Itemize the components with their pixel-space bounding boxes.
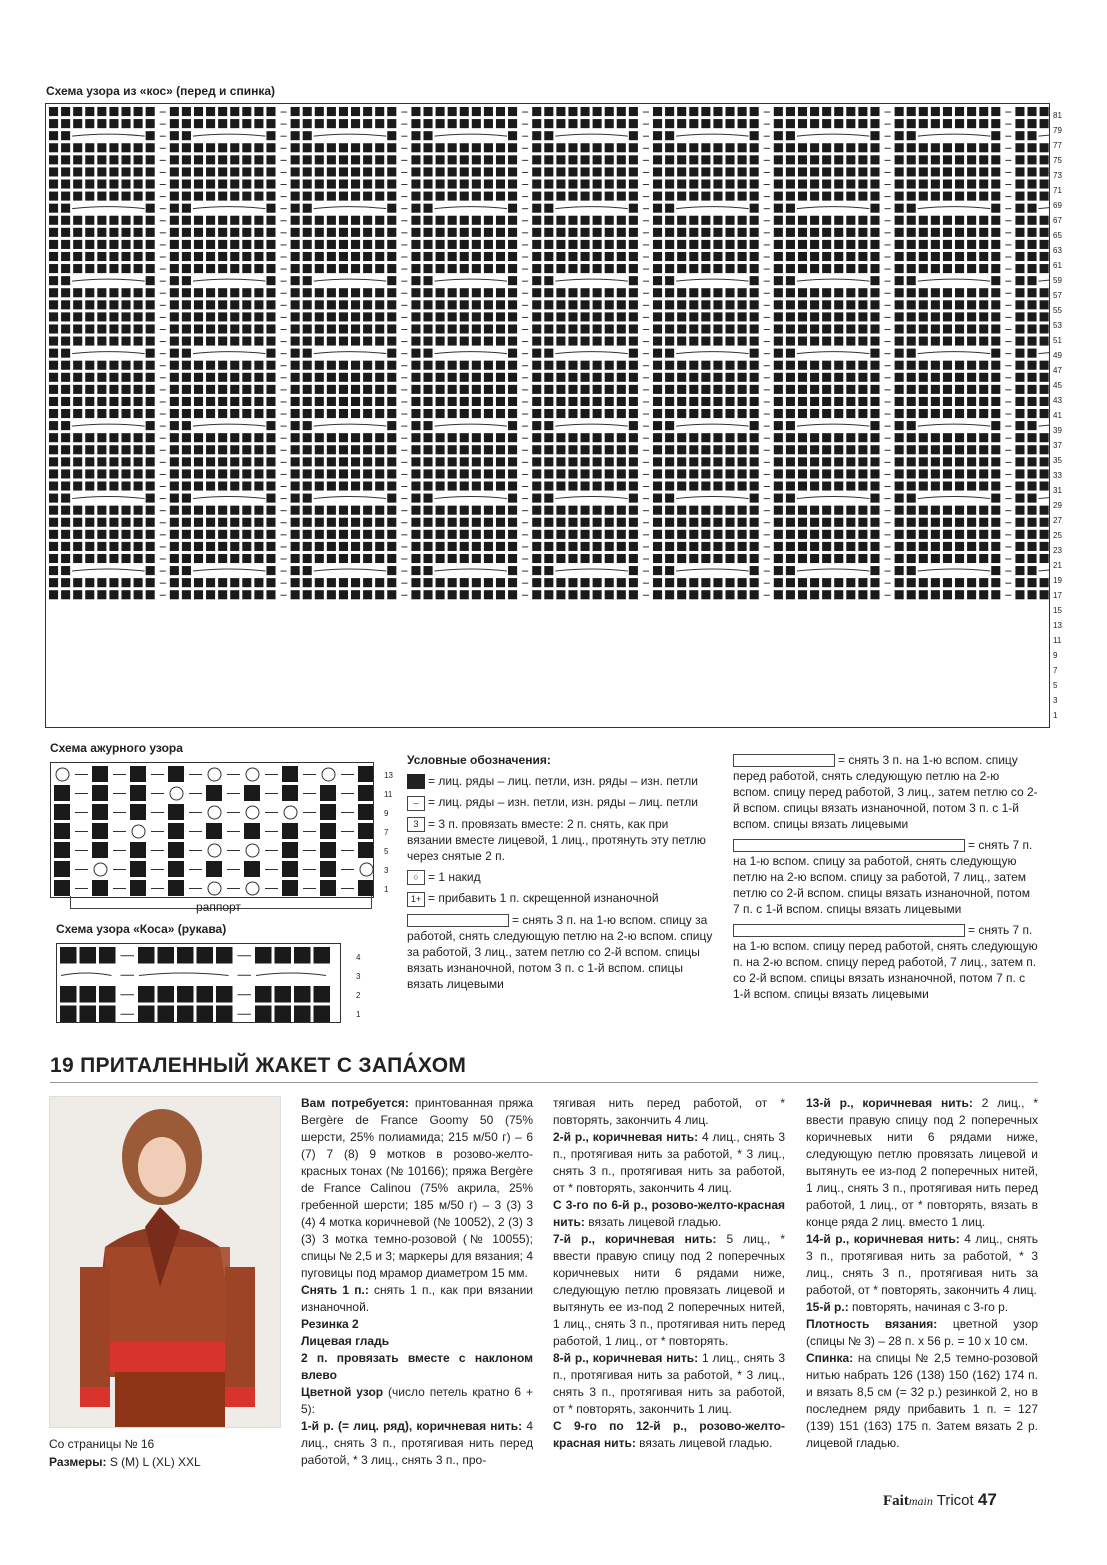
sleeve-cable-chart — [56, 943, 341, 1023]
row-number: 3 — [384, 866, 389, 875]
paragraph: тягивая нить перед работой, от * повторять, закончить 4 лиц. — [553, 1096, 785, 1127]
cable7-front-symbol-icon — [733, 924, 965, 937]
row-number: 53 — [1053, 321, 1062, 330]
cable-chart-title: Схема узора «Коса» (рукава) — [56, 922, 227, 936]
text-column-2 — [553, 1095, 785, 1452]
k3tog-symbol-icon: 3 — [407, 817, 425, 832]
paragraph: Резинка 2 — [301, 1317, 359, 1331]
paragraph: Цветной узор (число петель кратно 6 + 5): — [301, 1385, 533, 1416]
legend-purl: – = лиц. ряды – изн. петли, изн. ряды – лиц. петли — [407, 794, 715, 810]
row-number: 41 — [1053, 411, 1062, 420]
paragraph: 13-й р., коричневая нить: 2 лиц., * ввести правую спицу под 2 поперечных коричневых нити 6 рядами ниже, следующую петлю провязать лицевой и вытянуть ее из-под 2 поперечных нитей, 1 лиц., снять 3 п., протягивая нить перед работой, 1 лиц., от * повторять, вязать в конце ряда 2 лиц. вместо 1 лиц. — [806, 1096, 1039, 1229]
row-number: 1 — [384, 885, 389, 894]
text-column-3 — [806, 1095, 1038, 1452]
paragraph: 2-й р., коричневая нить: 4 лиц., снять 3 п., протягивая нить за работой, * 3 лиц., снять 3 п., протягивая нить за работой, от * повторять, закончить 4 лиц. — [553, 1130, 785, 1195]
row-number: 25 — [1053, 531, 1062, 540]
legend-knit: = лиц. ряды – лиц. петли, изн. ряды – изн. петли — [407, 773, 715, 789]
row-number: 27 — [1053, 516, 1062, 525]
row-number: 31 — [1053, 486, 1062, 495]
row-number: 73 — [1053, 171, 1062, 180]
legend-right — [733, 752, 1038, 1007]
row-number: 45 — [1053, 381, 1062, 390]
text-column-1 — [301, 1095, 533, 1469]
row-number: 55 — [1053, 306, 1062, 315]
model-illustration-icon — [50, 1097, 280, 1427]
row-number: 7 — [384, 828, 389, 837]
article-title — [50, 1054, 466, 1078]
legend-cable3-back: = снять 3 п. на 1-ю вспом. спицу за работой, снять следующую петлю на 2-ю вспом. спицу за работой, 3 лиц., затем петлю со 2-й вспом. спицы вязать изнаночной, потом 3 п. с 1-й вспом. спицы вязать лицевыми — [407, 912, 713, 991]
row-number: 37 — [1053, 441, 1062, 450]
lace-chart-row-numbers — [384, 766, 404, 899]
paragraph: 15-й р.: повторять, начиная с 3-го р. — [806, 1300, 1009, 1314]
legend-cable7-front: = снять 7 п. на 1-ю вспом. спицу перед работой, снять следующую п. на 2-ю вспом. спицу перед работой, 7 лиц., затем п. со 2-й вспом. спицы вязать изнаночной, потом 7 п. с 1-й вспом. спицы вязать лицевыми — [733, 923, 1038, 1001]
model-photo — [49, 1096, 281, 1428]
row-number: 23 — [1053, 546, 1062, 555]
row-number: 67 — [1053, 216, 1062, 225]
legend — [407, 752, 715, 997]
paragraph: Спинка: на спицы № 2,5 темно-розовой нитью набрать 126 (138) 150 (162) 174 п. и вязать 8,5 см (= 32 р.) резинкой 2, но в последнем ряду прибавить 1 п. = 127 (139) 151 (163) 175 п. Затем вязать 2 р. лицевой гладью. — [806, 1351, 1038, 1450]
lace-chart — [50, 762, 374, 898]
row-number: 39 — [1053, 426, 1062, 435]
cable3-back-symbol-icon — [407, 914, 509, 927]
row-number: 61 — [1053, 261, 1062, 270]
paragraph: С 9-го по 12-й р., розово-желто-красная нить: вязать лицевой гладью. — [553, 1419, 785, 1450]
sleeve-cable-chart-grid — [57, 944, 340, 1022]
row-number: 9 — [384, 809, 389, 818]
page-number: 47 — [977, 1490, 997, 1509]
paragraph: Снять 1 п.: снять 1 п., как при вязании изнаночной. — [301, 1283, 533, 1314]
row-number: 5 — [1053, 681, 1058, 690]
paragraph: Плотность вязания: цветной узор (спицы № 3) – 28 п. х 56 р. = 10 х 10 см. — [806, 1317, 1038, 1348]
repeat-label: раппорт — [196, 900, 241, 914]
paragraph: 1-й р. (= лиц. ряд), коричневая нить: 4 лиц., снять 3 п., протягивая нить перед работой, * 3 лиц., снять 3 п., про- — [301, 1419, 534, 1467]
legend-title: Условные обозначения: — [407, 753, 551, 767]
row-number: 75 — [1053, 156, 1062, 165]
row-number: 59 — [1053, 276, 1062, 285]
row-number: 9 — [1053, 651, 1058, 660]
legend-cable7-back: = снять 7 п. на 1-ю вспом. спицу за работой, снять следующую петлю на 2-ю вспом. спицу за работой, 7 лиц., затем петлю со 2-й вспом. спицы вязать изнаночной, потом 7 п. с 1-й вспом. спицы вязать лицевыми — [733, 838, 1033, 916]
paragraph: 7-й р., коричневая нить: 5 лиц., * ввести правую спицу под 2 поперечных коричневых нити 6 рядами ниже, следующую петлю провязать лицевой и вытянуть ее из-под 2 поперечных нитей, 1 лиц., снять 3 п., протягивая нить перед работой, 1 лиц., от * повторять. — [553, 1232, 785, 1348]
row-number: 13 — [1053, 621, 1062, 630]
paragraph: 2 п. провязать вместе с наклоном влево — [301, 1351, 533, 1382]
row-number: 77 — [1053, 141, 1062, 150]
legend-cable3-front: = снять 3 п. на 1-ю вспом. спицу перед работой, снять следующую петлю на 2-ю вспом. спицу перед работой, 3 лиц., затем петлю со 2-й вспом. спицы вязать изнаночной, потом 3 п. с 1-й вспом. спицы вязать лицевыми — [733, 753, 1038, 831]
paragraph: 8-й р., коричневая нить: 1 лиц., снять 3 п., протягивая нить за работой, * 3 лиц., снять 3 п., протягивая нить за работой, от * повторять, закончить 1 лиц. — [553, 1351, 785, 1416]
sizes-line: Размеры: S (M) L (XL) XXL — [49, 1455, 201, 1469]
legend-yo: ○ = 1 накид — [407, 869, 715, 885]
row-number: 21 — [1053, 561, 1062, 570]
row-number: 4 — [356, 953, 361, 962]
row-number: 57 — [1053, 291, 1062, 300]
knit-symbol-icon — [407, 774, 425, 789]
row-number: 81 — [1053, 111, 1062, 120]
paragraph: Вам потребуется: принтованная пряжа Bergère de France Goomy 50 (75% шерсти, 25% полиамида; 215 м/50 г) – 6 (7) 7 (8) 9 мотков в розово-желто-красных тонах (№ 10166); пряжа Bergère de France Calinou (75% акрила, 25% гребенной шерсти; 185 м/50 г) – 3 (3) 3 (4) 4 мотка коричневой (№ 10052), 2 (3) 3 (3) 3 мотка темно-розовой (№ 10055); спицы № 2,5 и 3; маркеры для вязания; 4 пуговицы под мрамор диаметром 15 мм. — [301, 1096, 533, 1280]
article-number: 19 — [50, 1054, 74, 1077]
row-number: 15 — [1053, 606, 1062, 615]
row-number: 63 — [1053, 246, 1062, 255]
row-number: 33 — [1053, 471, 1062, 480]
row-number: 17 — [1053, 591, 1062, 600]
legend-k3tog: 3 = 3 п. провязать вместе: 2 п. снять, как при вязании вместе лицевой, 1 лиц., протянуть эту петлю через снятые 2 п. — [407, 816, 706, 863]
row-number: 47 — [1053, 366, 1062, 375]
purl-symbol-icon: – — [407, 796, 425, 811]
row-number: 13 — [384, 771, 393, 780]
cable3-front-symbol-icon — [733, 754, 835, 767]
main-chart-row-numbers — [1053, 108, 1083, 723]
row-number: 3 — [1053, 696, 1058, 705]
main-chart-title: Схема узора из «кос» (перед и спинка) — [46, 84, 275, 98]
row-number: 11 — [1053, 636, 1062, 645]
row-number: 1 — [1053, 711, 1058, 720]
main-cable-chart — [45, 103, 1050, 728]
row-number: 11 — [384, 790, 393, 799]
legend-inc: 1+ = прибавить 1 п. скрещенной изнаночной — [407, 890, 715, 906]
cable-chart-row-numbers — [356, 948, 376, 1024]
row-number: 69 — [1053, 201, 1062, 210]
increase-symbol-icon: 1+ — [407, 892, 425, 907]
row-number: 79 — [1053, 126, 1062, 135]
row-number: 1 — [356, 1010, 361, 1019]
row-number: 29 — [1053, 501, 1062, 510]
title-divider — [50, 1082, 1038, 1083]
row-number: 5 — [384, 847, 389, 856]
paragraph: 14-й р., коричневая нить: 4 лиц., снять 3 п., протягивая нить за работой, * 3 лиц., снять 3 п., протягивая нить за работой, от * повторять, закончить 4 лиц. — [806, 1232, 1038, 1297]
page-footer: Faitmain Tricot 47 — [883, 1490, 997, 1509]
lace-chart-grid — [51, 763, 373, 897]
paragraph: Лицевая гладь — [301, 1334, 390, 1348]
paragraph: С 3-го по 6-й р., розово-желто-красная нить: вязать лицевой гладью. — [553, 1198, 785, 1229]
row-number: 71 — [1053, 186, 1062, 195]
row-number: 43 — [1053, 396, 1062, 405]
lace-chart-title: Схема ажурного узора — [50, 741, 183, 755]
row-number: 3 — [356, 972, 361, 981]
yarn-over-symbol-icon: ○ — [407, 870, 425, 885]
row-number: 19 — [1053, 576, 1062, 585]
article-heading: ПРИТАЛЕННЫЙ ЖАКЕТ С ЗАПА́ХОМ — [80, 1054, 467, 1077]
row-number: 35 — [1053, 456, 1062, 465]
row-number: 49 — [1053, 351, 1062, 360]
cable7-back-symbol-icon — [733, 839, 965, 852]
row-number: 7 — [1053, 666, 1058, 675]
row-number: 51 — [1053, 336, 1062, 345]
main-cable-chart-grid — [46, 104, 1049, 727]
row-number: 2 — [356, 991, 361, 1000]
row-number: 65 — [1053, 231, 1062, 240]
photo-caption: Со страницы № 16 — [49, 1437, 155, 1451]
